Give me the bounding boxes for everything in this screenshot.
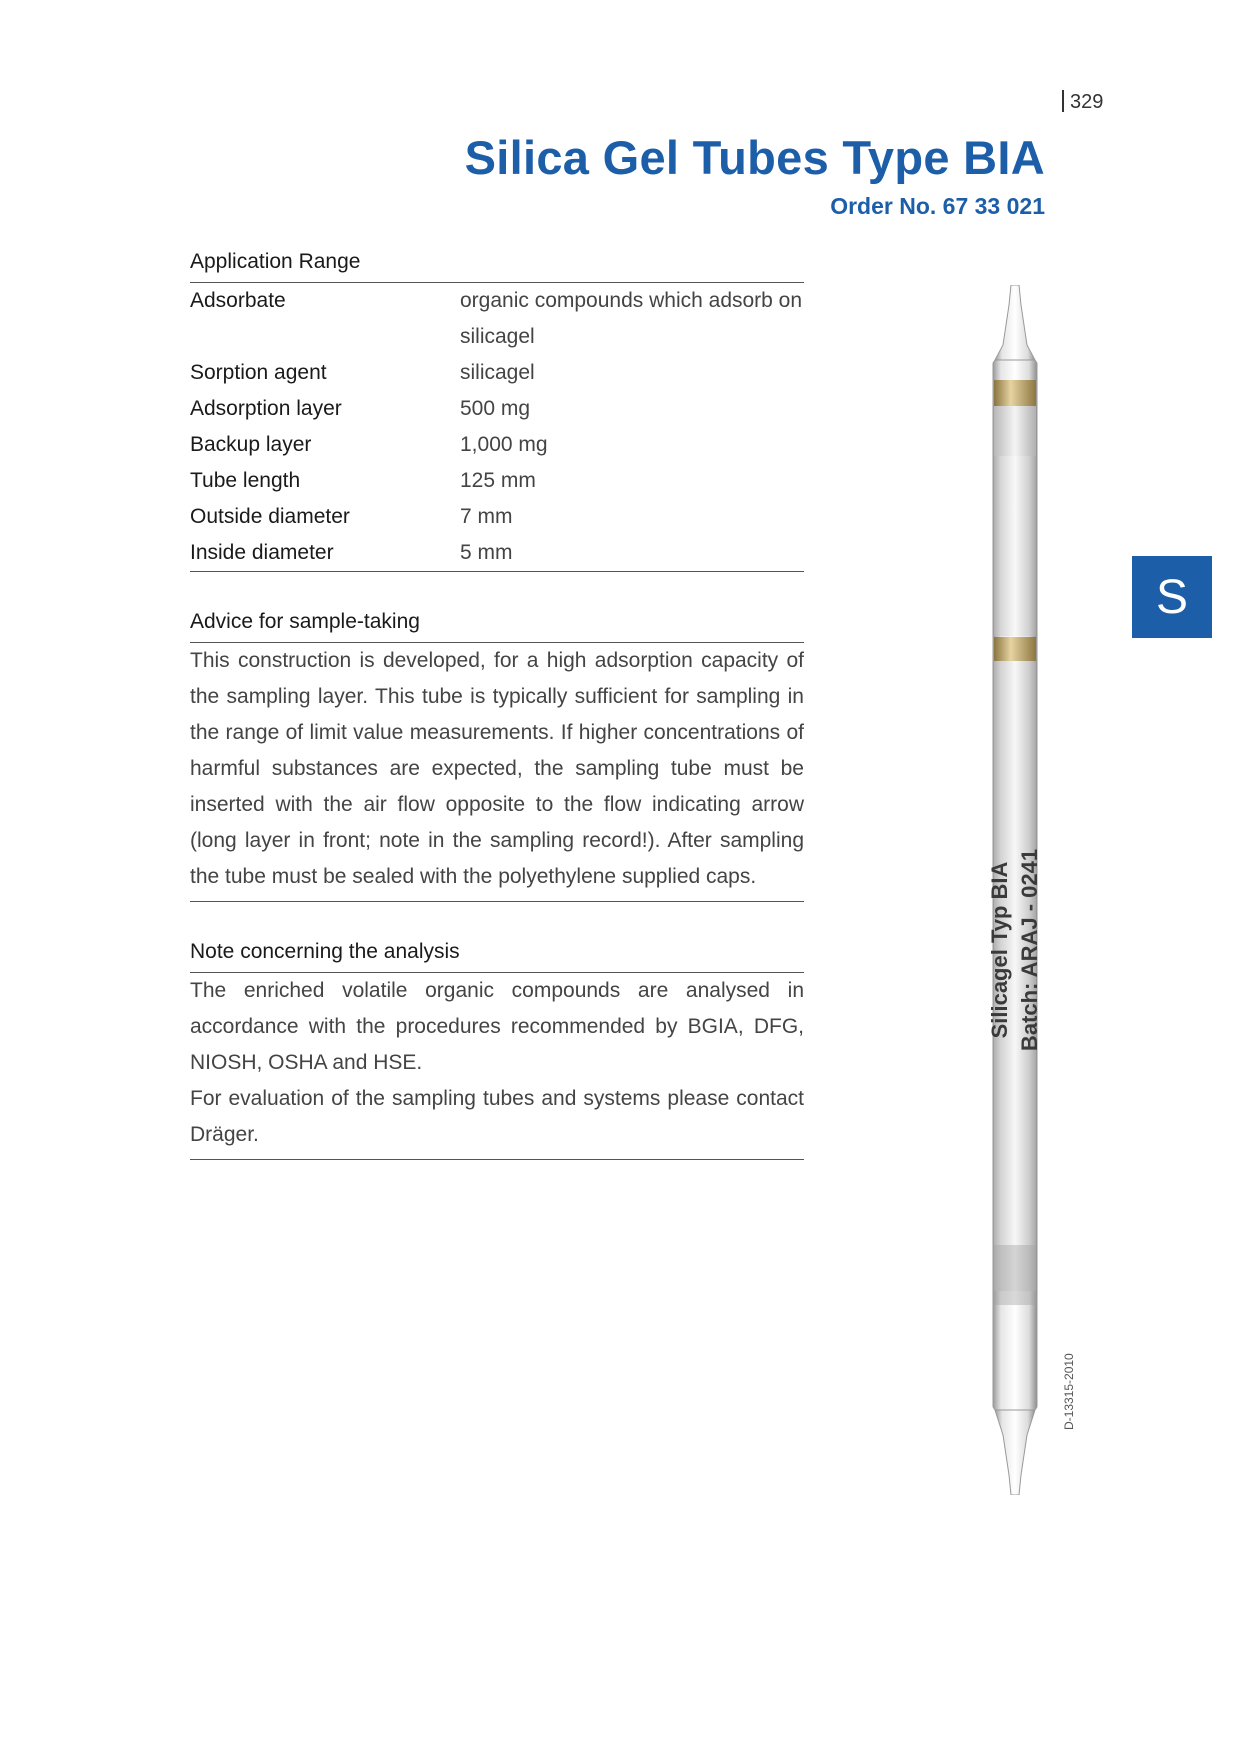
spec-value: 5 mm [460,541,513,564]
spec-row [190,283,804,355]
spec-key: Adsorption layer [190,397,342,420]
application-range-section [190,250,804,572]
section-tab-s[interactable]: S [1132,556,1212,638]
analysis-text-block [190,973,804,1160]
spec-row [190,535,804,572]
analysis-heading: Note concerning the analysis [190,940,804,973]
spec-row [190,391,804,427]
spec-row [190,499,804,535]
advice-text-block [190,643,804,902]
spec-row [190,355,804,391]
spec-row [190,427,804,463]
tube-image [975,285,1055,1495]
advice-section [190,610,804,902]
spec-value: 1,000 mg [460,433,548,456]
application-range-heading: Application Range [190,250,804,283]
image-credit: D-13315-2010 [1062,1353,1076,1430]
specs-table [190,283,804,572]
spec-key: Adsorbate [190,289,286,312]
tube-label-line1: Silicagel Typ BIA [987,861,1012,1039]
page-number: 329 [1062,90,1103,114]
page-title: Silica Gel Tubes Type BIA [464,131,1045,184]
spec-key: Sorption agent [190,361,327,384]
spec-row [190,463,804,499]
spec-key: Inside diameter [190,541,334,564]
advice-text: This construction is developed, for a high adsorption capacity of the sampling layer. This tube is typically sufficient for sampling in the range of limit value measurements. If higher concentrations of harmful substances are expected, the sampling tube must be inserted with the air flow opposite to the flow indicating arrow (long layer in front; note in the sampling record!). After sampling the tube must be sealed with the polyethylene supplied caps. [190,649,804,888]
spec-value: organic compounds which adsorb on silicagel [460,289,803,348]
analysis-text-1: The enriched volatile organic compounds are analysed in accordance with the procedures recommended by BGIA, DFG, NIOSH, OSHA and HSE. [190,979,804,1074]
analysis-section [190,940,804,1160]
order-number: Order No. 67 33 021 [830,193,1045,219]
spec-value: 125 mm [460,469,536,492]
spec-key: Tube length [190,469,301,492]
tube-label-line2: Batch: ARAJ - 0241 [1017,848,1042,1052]
spec-value: silicagel [460,361,535,384]
spec-key: Backup layer [190,433,312,456]
glass-tube-illustration [975,285,1055,1495]
spec-value: 500 mg [460,397,531,420]
analysis-text-2: For evaluation of the sampling tubes and systems please contact Dräger. [190,1087,804,1146]
spec-value: 7 mm [460,505,513,528]
spec-key: Outside diameter [190,505,350,528]
advice-heading: Advice for sample-taking [190,610,804,643]
main-content [190,250,804,1160]
